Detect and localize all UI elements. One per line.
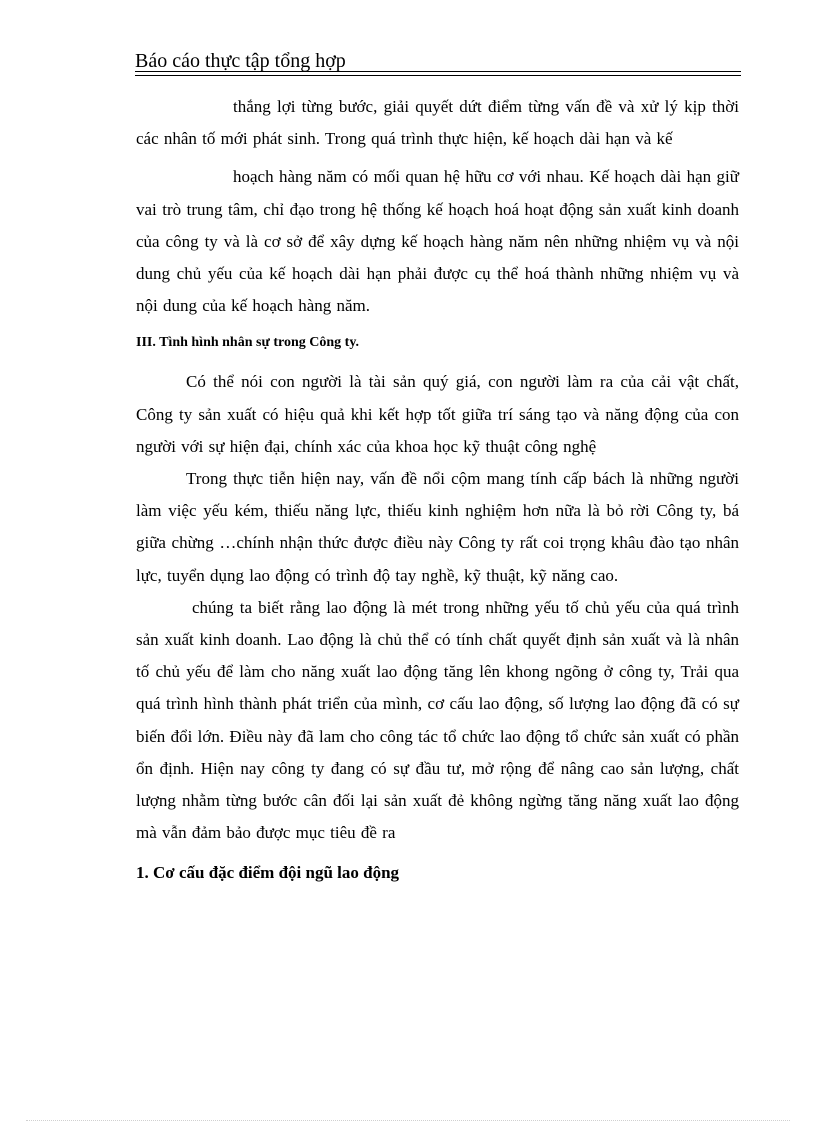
section-heading: III. Tình hình nhân sự trong Công ty. [136, 335, 360, 351]
paragraph-3: Có thể nói con người là tài sản quý giá, con người làm ra của cải vật chất, Công ty sản xuất có hiệu quả khi kết hợp tốt giữa trí sáng tạo và năng động của con người với sự hiện đại, chính xác của khoa học kỹ thuật công nghệ [136, 372, 739, 456]
subheading: 1. Cơ cấu đặc điểm đội ngũ lao động [136, 863, 400, 883]
page-header [135, 49, 741, 75]
header-rule-bottom [135, 75, 741, 76]
document-body [136, 91, 739, 885]
page-bottom-border [26, 1120, 790, 1121]
paragraph-5: chúng ta biết rằng lao động là mét trong những yếu tố chủ yếu của quá trình sản xuất kinh doanh. Lao động là chủ thể có tính chất quyết định sản xuất và là nhân tố chủ yếu để làm cho năng xuất lao động tăng lên khong ngõng ở công ty, Trải qua quá trình hình thành phát triển của mình, cơ cấu lao động, số lượng lao động đã có sự biến đổi lớn. Điều này đã lam cho công tác tổ chức lao động tổ chức sản xuất có phần ổn định. Hiện nay công ty đang có sự đầu tư, mở rộng để nâng cao sản lượng, chất lượng nhằm từng bước cân đối lại sản xuất đẻ không ngừng tăng năng xuất lao động mà vẫn đảm bảo được mục tiêu đề ra [136, 597, 739, 843]
paragraph-2: hoạch hàng năm có mối quan hệ hữu cơ với nhau. Kế hoạch dài hạn giữ vai trò trung tâm, chỉ đạo trong hệ thống kế hoạch hoá hoạt động sản xuất kinh doanh của công ty và là cơ sở để xây dựng kế hoạch hàng năm nên những nhiệm vụ và nội dung chủ yếu của kế hoạch dài hạn phải được cụ thể hoá thành những nhiệm vụ và nội dung của kế hoạch hàng năm. [136, 167, 739, 316]
header-rule-top [135, 71, 741, 72]
paragraph-1: thắng lợi từng bước, giải quyết dứt điểm từng vấn đề và xử lý kịp thời các nhân tố mới phát sinh. Trong quá trình thực hiện, kế hoạch dài hạn và kế [136, 97, 739, 149]
header-title: Báo cáo thực tập tổng hợp [135, 50, 346, 72]
paragraph-4: Trong thực tiễn hiện nay, vấn đề nổi cộm mang tính cấp bách là những người làm việc yếu kém, thiếu năng lực, thiếu kinh nghiệm hơn nữa là bỏ rời Công ty, bá giữa chừng …chính nhận thức được điều này Công ty rất coi trọng khâu đào tạo nhân lực, tuyển dụng lao động có trình độ tay nghề, kỹ thuật, kỹ năng cao. [136, 469, 739, 585]
